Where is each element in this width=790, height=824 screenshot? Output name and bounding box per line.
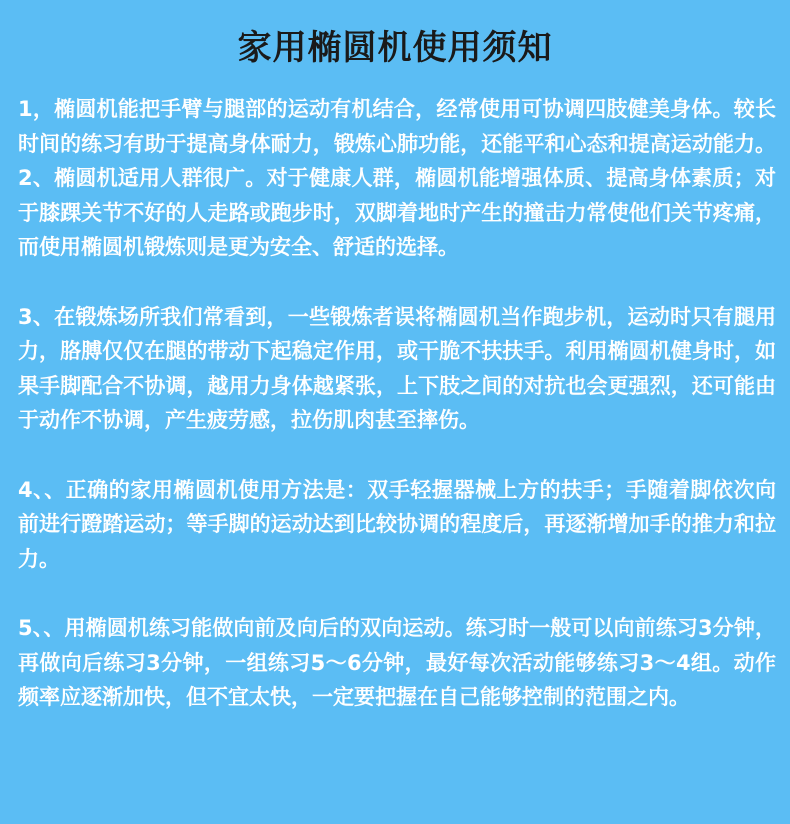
paragraph-1: 1，椭圆机能把手臂与腿部的运动有机结合，经常使用可协调四肢健美身体。较长时间的练习有助于提高身体耐力，锻炼心肺功能，还能平和心态和提高运动能力。 2、椭圆机适用人群很广。对于健康人群，椭圆机能增强体质、提高身体素质；对于膝踝关节不好的人走路或跑步时，双脚着地时产生的撞击力常使他们关节疼痛，而使用椭圆机锻炼则是更为安全、舒适的选择。: [18, 97, 776, 259]
paragraph-3: 4、、正确的家用椭圆机使用方法是：双手轻握器械上方的扶手；手随着脚依次向前进行蹬踏运动；等手脚的运动达到比较协调的程度后，再逐渐增加手的推力和拉力。: [18, 477, 776, 571]
paragraph-4: 5、、用椭圆机练习能做向前及向后的双向运动。练习时一般可以向前练习3分钟，再做向后练习3分钟，一组练习5～6分钟，最好每次活动能够练习3～4组。动作频率应逐渐加快，但不宜太快，一定要把握在自己能够控制的范围之内。: [18, 616, 776, 709]
paragraph-2: 3、在锻炼场所我们常看到，一些锻炼者误将椭圆机当作跑步机，运动时只有腿用力，胳膊仅仅在腿的带动下起稳定作用，或干脆不扶扶手。利用椭圆机健身时，如果手脚配合不协调，越用力身体越紧张，上下肢之间的对抗也会更强烈，还可能由于动作不协调，产生疲劳感，拉伤肌肉甚至摔伤。: [18, 304, 776, 432]
page-title: 家用椭圆机使用须知: [237, 28, 553, 68]
notice-content: [18, 92, 776, 750]
